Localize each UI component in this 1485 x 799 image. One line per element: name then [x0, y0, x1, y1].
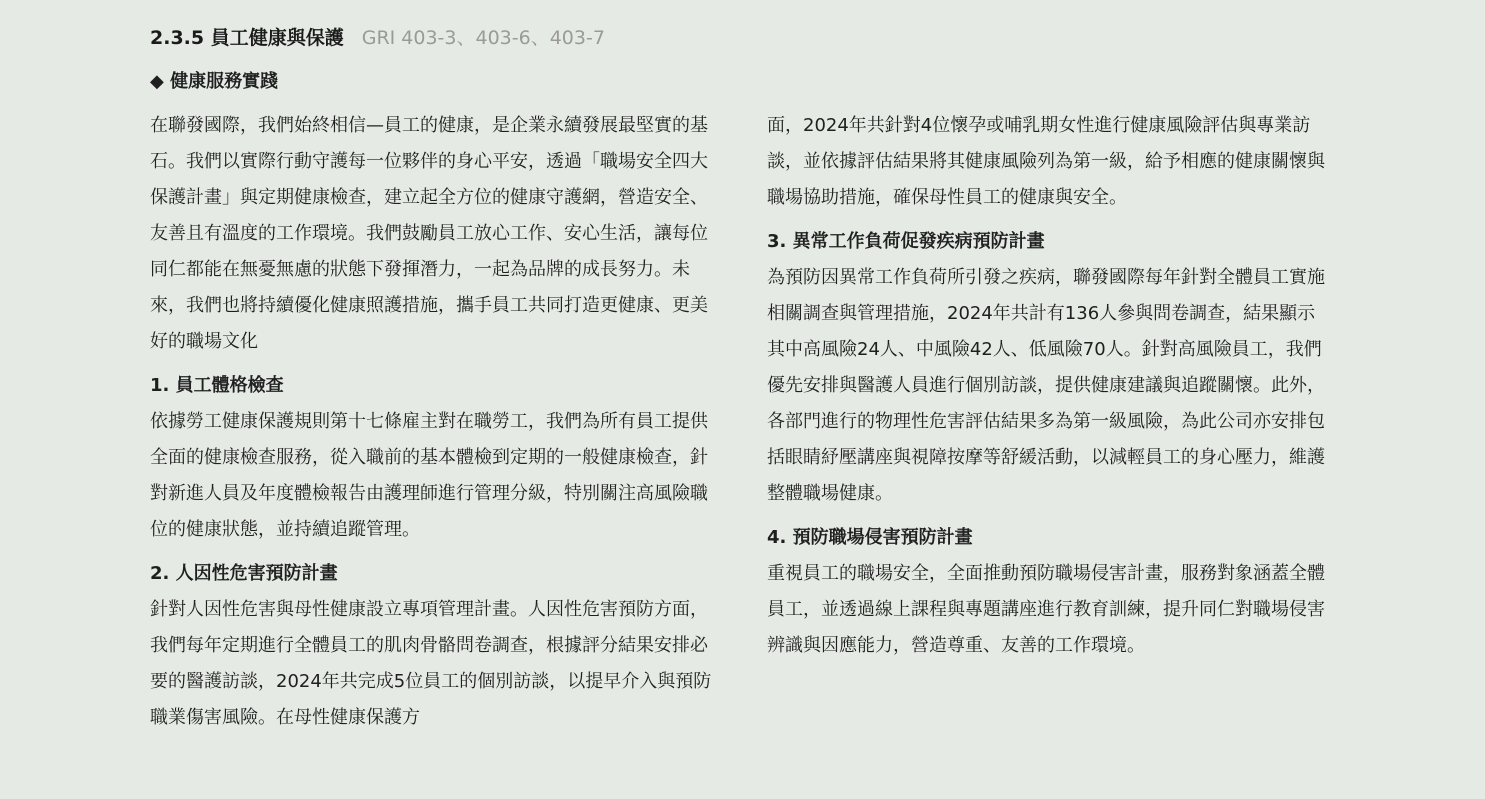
section-2-continuation: 面，2024年共針對4位懷孕或哺乳期女性進行健康風險評估與專業訪談，並依據評估結果將其健康風險列為第一級，給予相應的健康關懷與職場協助措施，確保母性員工的健康與安全。: [767, 115, 1325, 208]
gri-reference: GRI 403-3、403-6、403-7: [361, 27, 605, 49]
section-1-body: 依據勞工健康保護規則第十七條雇主對在職勞工，我們為所有員工提供全面的健康檢查服務，從入職前的基本體檢到定期的一般健康檢查，針對新進人員及年度體檢報告由護理師進行管理分級，特別關注高風險職位的健康狀態，並持續追蹤管理。: [150, 411, 708, 540]
right-column: [767, 108, 1333, 664]
section-2-body: 針對人因性危害與母性健康設立專項管理計畫。人因性危害預防方面，我們每年定期進行全體員工的肌肉骨骼問卷調查，根據評分結果安排必要的醫護訪談，2024年共完成5位員工的個別訪談，以提早介入與預防職業傷害風險。在母性健康保護方: [150, 599, 712, 728]
section-title: 2.3.5 員工健康與保護: [150, 27, 344, 49]
left-column: [150, 108, 716, 736]
section-4-title: 4. 預防職場侵害預防計畫: [767, 527, 973, 548]
section-3-body: 為預防因異常工作負荷所引發之疾病，聯發國際每年針對全體員工實施相關調查與管理措施，2024年共計有136人參與問卷調查，結果顯示其中高風險24人、中風險42人、低風險70人。針對高風險員工，我們優先安排與醫護人員進行個別訪談，提供健康建議與追蹤關懷。此外，各部門進行的物理性危害評估結果多為第一級風險，為此公司亦安排包括眼睛紓壓講座與視障按摩等舒緩活動，以減輕員工的身心壓力，維護整體職場健康。: [767, 267, 1325, 504]
section-1-title: 1. 員工體格檢查: [150, 375, 284, 396]
subsection-title: ◆ 健康服務實踐: [150, 71, 279, 92]
section-4-body: 重視員工的職場安全，全面推動預防職場侵害計畫，服務對象涵蓋全體員工，並透過線上課程與專題講座進行教育訓練，提升同仁對職場侵害辨識與因應能力，營造尊重、友善的工作環境。: [767, 563, 1325, 656]
section-2-title: 2. 人因性危害預防計畫: [150, 563, 338, 584]
section-3-title: 3. 異常工作負荷促發疾病預防計畫: [767, 231, 1045, 252]
intro-paragraph: 在聯發國際，我們始終相信—員工的健康，是企業永續發展最堅實的基石。我們以實際行動守護每一位夥伴的身心平安，透過「職場安全四大保護計畫」與定期健康檢查，建立起全方位的健康守護網，營造安全、友善且有溫度的工作環境。我們鼓勵員工放心工作、安心生活，讓每位同仁都能在無憂無慮的狀態下發揮潛力，一起為品牌的成長努力。未來，我們也將持續優化健康照護措施，攜手員工共同打造更健康、更美好的職場文化: [150, 115, 708, 352]
section-heading: [150, 24, 605, 52]
